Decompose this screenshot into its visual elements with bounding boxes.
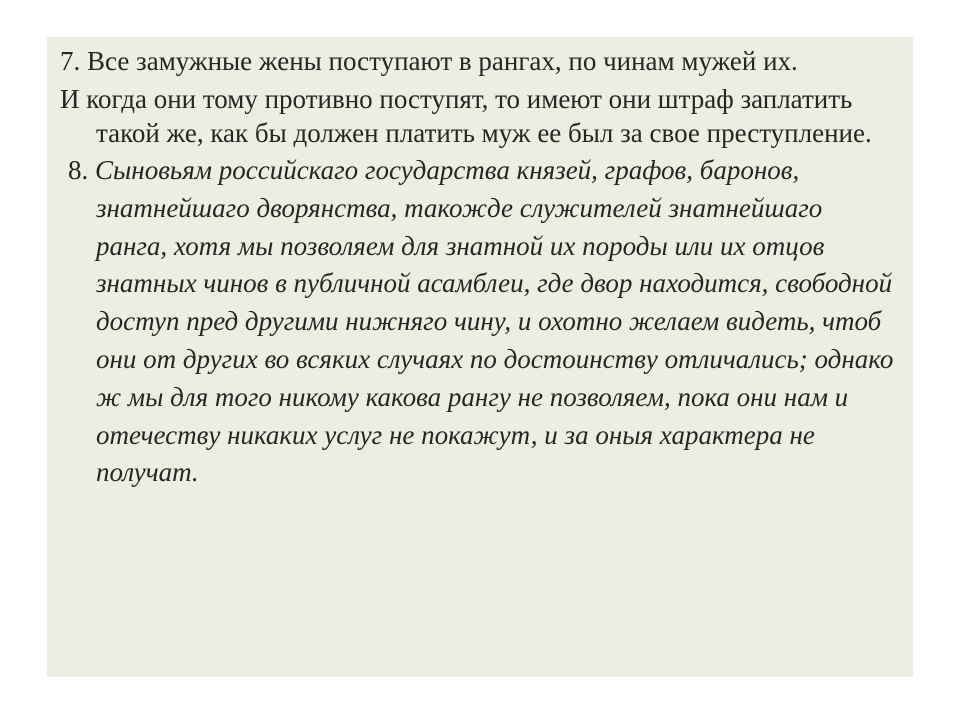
paragraph-8: [60, 152, 900, 492]
paragraph-7: 7. Все замужные жены поступают в рангах, по чинам мужей их.: [60, 46, 798, 76]
paragraph-8-number: 8.: [68, 155, 89, 185]
paragraph-8-text: Сыновьям российскаго государства князей, графов, баронов, знатнейшаго дворянства, такожде служителей знатнейшаго ранга, хотя мы позволяем для знатной их породы или их отцов знатных чинов в публичной асамблеи, где двор находится, свободной доступ пред другими нижняго чину, и охотно желаем видеть, чтоб они от других во всяких случаях по достоинству отличались; однако ж мы для того никому какова рангу не позволяем, пока они нам и отечеству никаких услуг не покажут, и за оныя характера не получат.: [95, 155, 894, 488]
paragraph-7-continuation: И когда они тому противно поступят, то имеют они штраф заплатить такой же, как бы должен платить муж ее был за свое преступление.: [60, 84, 872, 148]
document-body: [60, 44, 900, 496]
